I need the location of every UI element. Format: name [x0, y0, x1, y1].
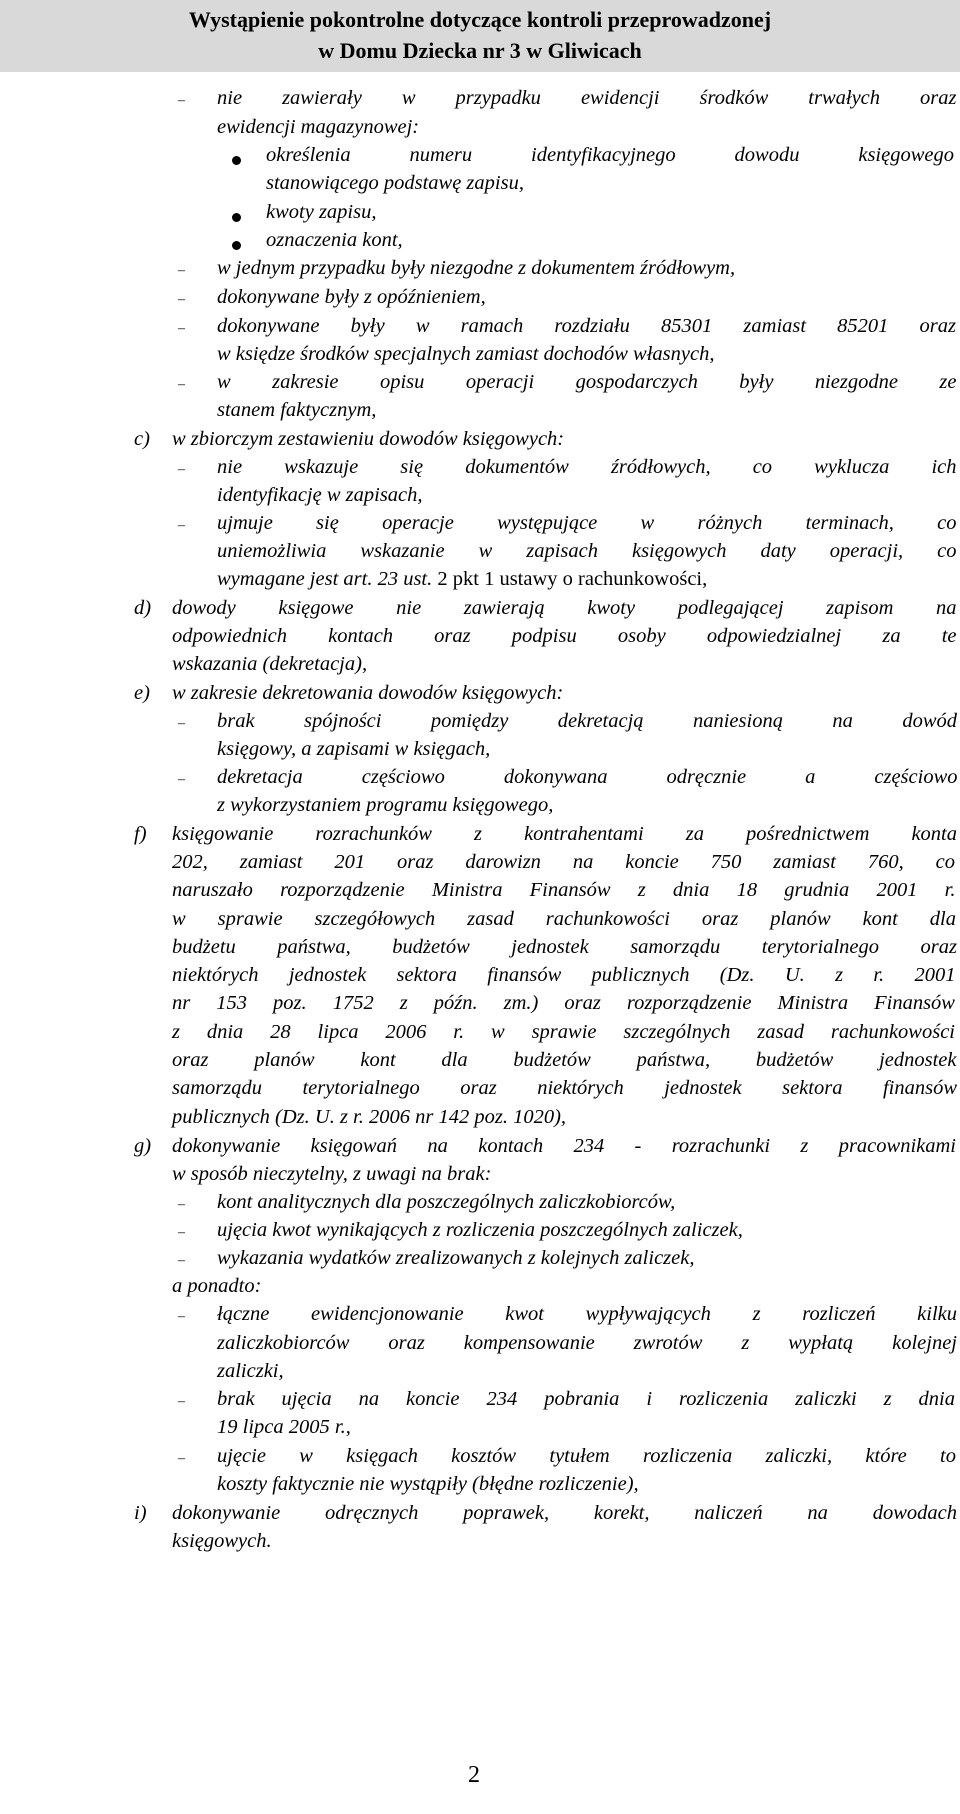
text-line: łączne ewidencjonowanie kwot wypływających z rozliczeń kilku: [217, 1303, 957, 1325]
text-line: z dnia 28 lipca 2006 r. w sprawie szczególnych zasad rachunkowości: [172, 1021, 955, 1043]
text-line: 202, zamiast 201 oraz darowizn na koncie 750 zamiast 760, co: [172, 851, 955, 873]
header-title-line-1: Wystąpienie pokontrolne dotyczące kontroli przeprowadzonej: [188, 7, 772, 32]
dash-bullet: –: [178, 1253, 185, 1268]
text-line: dokonywanie księgowań na kontach 234 - rozrachunki z pracownikami: [172, 1135, 956, 1157]
text-line: a ponadto:: [172, 1275, 262, 1297]
text-line: identyfikację w zapisach,: [217, 484, 423, 506]
round-bullet: [232, 213, 241, 222]
text-line: uniemożliwia wskazanie w zapisach księgowych daty operacji, co: [217, 540, 957, 562]
text-line: nie wskazuje się dokumentów źródłowych, co wyklucza ich: [217, 456, 957, 478]
text-line: dokonywane były z opóźnieniem,: [217, 286, 486, 308]
dash-bullet: –: [178, 377, 185, 392]
text-line: brak spójności pomiędzy dekretacją naniesioną na dowód: [217, 710, 957, 732]
text-line: wymagane jest art. 23 ust. 2 pkt 1 ustawy o rachunkowości,: [217, 568, 708, 590]
text-line: w sprawie szczegółowych zasad rachunkowości oraz planów kont dla: [172, 908, 956, 930]
dash-bullet: –: [178, 1394, 185, 1409]
text-line: dowody księgowe nie zawierają kwoty podlegającej zapisom na: [172, 597, 957, 619]
text-line: kont analitycznych dla poszczególnych zaliczkobiorców,: [217, 1191, 676, 1213]
text-line: zaliczki,: [217, 1360, 284, 1382]
text-line: w zakresie opisu operacji gospodarczych były niezgodne ze: [217, 371, 957, 393]
text-line: dokonywane były w ramach rozdziału 85301 zamiast 85201 oraz: [217, 315, 956, 337]
dash-bullet: –: [178, 292, 185, 307]
dash-bullet: –: [178, 93, 185, 108]
text-line: niektórych jednostek sektora finansów publicznych (Dz. U. z r. 2001: [172, 964, 956, 986]
dash-bullet: –: [178, 263, 185, 278]
text-line: księgowanie rozrachunków z kontrahentami za pośrednictwem konta: [172, 823, 957, 845]
text-line: z wykorzystaniem programu księgowego,: [217, 794, 554, 816]
dash-bullet: –: [178, 1309, 185, 1324]
text-line: stanem faktycznym,: [217, 399, 377, 421]
page-number: 2: [468, 1762, 480, 1788]
dash-bullet: –: [178, 518, 185, 533]
text-line: naruszało rozporządzenie Ministra Finansów z dnia 18 grudnia 2001 r.: [172, 879, 956, 901]
item-label-c: c): [134, 428, 150, 450]
text-line: koszty faktycznie nie wystąpiły (błędne rozliczenie),: [217, 1473, 639, 1495]
text-line: samorządu terytorialnego oraz niektórych jednostek sektora finansów: [172, 1077, 957, 1099]
text-line: ujęcia kwot wynikających z rozliczenia poszczególnych zaliczek,: [217, 1219, 743, 1241]
text-line: dokonywanie odręcznych poprawek, korekt, naliczeń na dowodach: [172, 1502, 957, 1524]
item-label-i: i): [134, 1502, 147, 1524]
text-line: księgowych.: [172, 1530, 272, 1552]
text-line: odpowiednich kontach oraz podpisu osoby odpowiedzialnej za te: [172, 625, 957, 647]
text-line: ujmuje się operacje występujące w różnych terminach, co: [217, 512, 957, 534]
header-title-line-2: w Domu Dziecka nr 3 w Gliwicach: [318, 38, 642, 63]
dash-bullet: –: [178, 321, 185, 336]
text-line: w sposób nieczytelny, z uwagi na brak:: [172, 1163, 492, 1185]
item-label-e: e): [134, 682, 150, 704]
text-line: oraz planów kont dla budżetów państwa, budżetów jednostek: [172, 1049, 957, 1071]
text-line: w jednym przypadku były niezgodne z dokumentem źródłowym,: [217, 257, 736, 279]
text-line: 19 lipca 2005 r.,: [217, 1416, 351, 1438]
dash-bullet: –: [178, 716, 185, 731]
dash-bullet: –: [178, 1197, 185, 1212]
text-line: oznaczenia kont,: [266, 229, 403, 251]
item-label-f: f): [134, 823, 147, 845]
text-line: stanowiącego podstawę zapisu,: [266, 172, 524, 194]
text-line: określenia numeru identyfikacyjnego dowodu księgowego: [266, 144, 954, 166]
dash-bullet: –: [178, 772, 185, 787]
text-line: dekretacja częściowo dokonywana odręcznie a częściowo: [217, 766, 958, 788]
text-line: wskazania (dekretacja),: [172, 653, 368, 675]
dash-bullet: –: [178, 1225, 185, 1240]
text-line: ewidencji magazynowej:: [217, 116, 420, 138]
item-label-d: d): [134, 597, 152, 619]
text-line: kwoty zapisu,: [266, 201, 377, 223]
item-label-g: g): [134, 1135, 152, 1157]
text-line: wykazania wydatków zrealizowanych z kolejnych zaliczek,: [217, 1247, 695, 1269]
dash-bullet: –: [178, 1451, 185, 1466]
text-line: w księdze środków specjalnych zamiast dochodów własnych,: [217, 343, 715, 365]
text-line: w zbiorczym zestawieniu dowodów księgowych:: [172, 428, 565, 450]
text-line: w zakresie dekretowania dowodów księgowych:: [172, 682, 564, 704]
text-line: budżetu państwa, budżetów jednostek samorządu terytorialnego oraz: [172, 936, 957, 958]
text-line: publicznych (Dz. U. z r. 2006 nr 142 poz. 1020),: [172, 1106, 567, 1128]
dash-bullet: –: [178, 462, 185, 477]
round-bullet: [232, 156, 241, 165]
text-line: brak ujęcia na koncie 234 pobrania i rozliczenia zaliczki z dnia: [217, 1388, 955, 1410]
text-line: ujęcie w księgach kosztów tytułem rozliczenia zaliczki, które to: [217, 1445, 956, 1467]
text-line: nr 153 poz. 1752 z późn. zm.) oraz rozporządzenie Ministra Finansów: [172, 992, 955, 1014]
text-line: zaliczkobiorców oraz kompensowanie zwrotów z wypłatą kolejnej: [217, 1332, 957, 1354]
text-line: księgowy, a zapisami w księgach,: [217, 738, 491, 760]
text-line: nie zawierały w przypadku ewidencji środków trwałych oraz: [217, 87, 957, 109]
round-bullet: [232, 241, 241, 250]
